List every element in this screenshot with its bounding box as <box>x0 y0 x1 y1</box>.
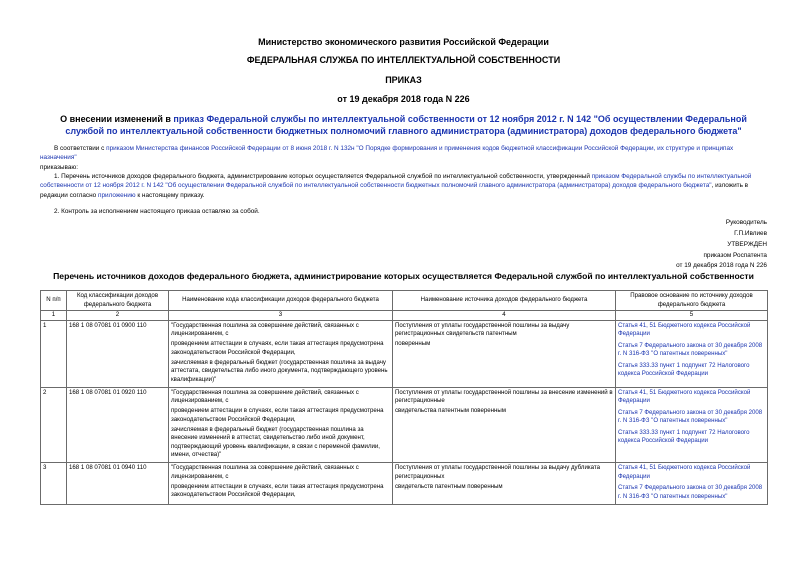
row-source-name <box>393 387 616 463</box>
row-number: 2 <box>41 387 67 463</box>
paragraph-item-2: 2. Контроль за исполнением настоящего приказа оставляю за собой. <box>54 208 260 215</box>
table-row <box>41 463 768 505</box>
source-line: свидетельства патентным поверенным <box>395 407 506 414</box>
approved-by-order: приказом Роспатента <box>703 252 767 259</box>
item1-end: к настоящему приказу. <box>135 191 205 199</box>
row-code: 168 1 08 07081 01 0940 110 <box>67 463 169 505</box>
signature-name: Г.П.Ивлиев <box>734 230 767 237</box>
revenue-sources-table <box>40 290 768 505</box>
preamble-link[interactable]: приказом Министерства финансов Российской Федерации от 8 июня 2018 г. N 132н "О Порядке формирования и применения кодов бюджетной классификации Российской Федерации, их структуре и принципах назначения" <box>40 145 734 162</box>
header-number: N п/п <box>41 291 67 311</box>
code-name-line: зачисляемая в федеральный бюджет (государственная пошлина за внесение изменений в аттестат, свидетельство либо иной документ, подтверждающий уровень квалификации, в связи с переменой фамилии, имени, отчества)" <box>171 425 381 458</box>
legal-link[interactable]: Статья 7 Федерального закона от 30 декабря 2008 г. N 316-ФЗ "О патентных поверенных" <box>618 408 763 424</box>
row-code-name <box>169 320 393 387</box>
list-title: Перечень источников доходов федерального бюджета, администрирование которых осуществляется Федеральной службой по интеллектуальной собственности <box>53 271 754 281</box>
table-row <box>41 320 768 387</box>
document-date: от 19 декабря 2018 года N 226 <box>337 94 470 104</box>
header-source-name: Наименование источника доходов федерального бюджета <box>393 291 616 311</box>
legal-link[interactable]: Статья 41, 51 Бюджетного кодекса Российской Федерации <box>618 464 751 480</box>
source-line: Поступления от уплаты государственной пошлины за выдачу дубликата регистрационных <box>395 464 601 480</box>
title-link[interactable]: приказ Федеральной службы по интеллектуальной собственности от 12 ноября 2012 г. N 142 "Об осуществлении Федеральной службой по интеллектуальной собственности бюджетных полномочий главного администратора (администратора) доходов федерального бюджета" <box>65 114 747 136</box>
legal-link[interactable]: Статья 41, 51 Бюджетного кодекса Российской Федерации <box>618 388 751 404</box>
row-source-name <box>393 320 616 387</box>
ministry-name: Министерство экономического развития Российской Федерации <box>258 37 549 47</box>
legal-link[interactable]: Статья 333.33 пункт 1 подпункт 72 Налогового кодекса Российской Федерации <box>618 428 750 444</box>
table-header-row <box>41 291 768 311</box>
source-line: Поступления от уплаты государственной пошлины за внесение изменений в регистрационные <box>395 388 613 404</box>
preamble-prefix: В соответствии с <box>54 145 107 152</box>
row-legal-basis <box>616 463 768 505</box>
header-legal-basis: Правовое основание по источнику доходов федерального бюджета <box>616 291 768 311</box>
legal-link[interactable]: Статья 333.33 пункт 1 подпункт 72 Налогового кодекса Российской Федерации <box>618 361 750 377</box>
table-row <box>41 387 768 463</box>
row-code: 168 1 08 07081 01 0900 110 <box>67 320 169 387</box>
row-code-name <box>169 463 393 505</box>
header-code: Код классификации доходов федерального бюджета <box>67 291 169 311</box>
source-line: поверенным <box>395 340 431 347</box>
paragraph-preamble <box>40 144 767 163</box>
document-title <box>40 113 767 137</box>
row-legal-basis <box>616 320 768 387</box>
service-name: ФЕДЕРАЛЬНАЯ СЛУЖБА ПО ИНТЕЛЛЕКТУАЛЬНОЙ СОБСТВЕННОСТИ <box>246 55 561 65</box>
paragraph-item-1 <box>40 172 767 200</box>
table-column-numbers <box>41 311 768 321</box>
approved-order-date: от 19 декабря 2018 года N 226 <box>676 262 767 269</box>
column-number: 3 <box>169 311 393 321</box>
legal-link[interactable]: Статья 41, 51 Бюджетного кодекса Российской Федерации <box>618 321 751 337</box>
code-name-line: проведением аттестации в случаях, если такая аттестация предусмотрена законодательством Российской Федерации, <box>171 340 384 356</box>
column-number: 5 <box>616 311 768 321</box>
signature-role: Руководитель <box>725 219 767 226</box>
item1-suffix: , изложить в редакции согласно <box>40 182 749 199</box>
code-name-line: "Государственная пошлина за совершение действий, связанных с лицензированием, с <box>171 321 359 337</box>
code-name-line: проведением аттестации в случаях, если такая аттестация предусмотрена законодательством Российской Федерации, <box>171 482 384 498</box>
document-type: ПРИКАЗ <box>385 75 422 85</box>
item1-link[interactable]: приказом Федеральной службы по интеллектуальной собственности от 12 ноября 2012 г. N 142 "Об осуществлении Федеральной службой по интеллектуальной собственности бюджетных полномочий главного администратора (администратора) доходов федерального бюджета" <box>40 173 752 190</box>
source-line: Поступления от уплаты государственной пошлины за выдачу регистрационных свидетельств патентным <box>395 321 570 337</box>
row-legal-basis <box>616 387 768 463</box>
legal-link[interactable]: Статья 7 Федерального закона от 30 декабря 2008 г. N 316-ФЗ "О патентных поверенных" <box>618 484 763 500</box>
row-number: 3 <box>41 463 67 505</box>
row-code: 168 1 08 07081 01 0920 110 <box>67 387 169 463</box>
paragraph-order-word: приказываю: <box>40 164 78 171</box>
row-number: 1 <box>41 320 67 387</box>
column-number: 4 <box>393 311 616 321</box>
item1-prefix: 1. Перечень источников доходов федерального бюджета, администрирование которых осуществляется Федеральной службой по интеллектуальной собственности, утвержденный <box>54 173 592 180</box>
approved-label: УТВЕРЖДЕН <box>727 241 767 248</box>
source-line: свидетельств патентным поверенным <box>395 482 503 490</box>
code-name-line: "Государственная пошлина за совершение действий, связанных с лицензированием, с <box>171 464 359 480</box>
column-number: 2 <box>67 311 169 321</box>
code-name-line: проведением аттестации в случаях, если такая аттестация предусмотрена законодательством Российской Федерации, <box>171 407 384 423</box>
header-code-name: Наименование кода классификации доходов федерального бюджета <box>169 291 393 311</box>
code-name-line: зачисляемая в федеральный бюджет (государственная пошлина за выдачу аттестата, свидетельства либо иного документа, подтверждающего уровень квалификации)" <box>171 358 388 383</box>
code-name-line: "Государственная пошлина за совершение действий, связанных с лицензированием, с <box>171 388 359 404</box>
legal-link[interactable]: Статья 7 Федерального закона от 30 декабря 2008 г. N 316-ФЗ "О патентных поверенных" <box>618 341 763 357</box>
title-prefix: О внесении изменений в <box>60 114 174 124</box>
row-source-name <box>393 463 616 505</box>
appendix-link[interactable]: приложению <box>97 191 136 199</box>
row-code-name <box>169 387 393 463</box>
column-number: 1 <box>41 311 67 321</box>
